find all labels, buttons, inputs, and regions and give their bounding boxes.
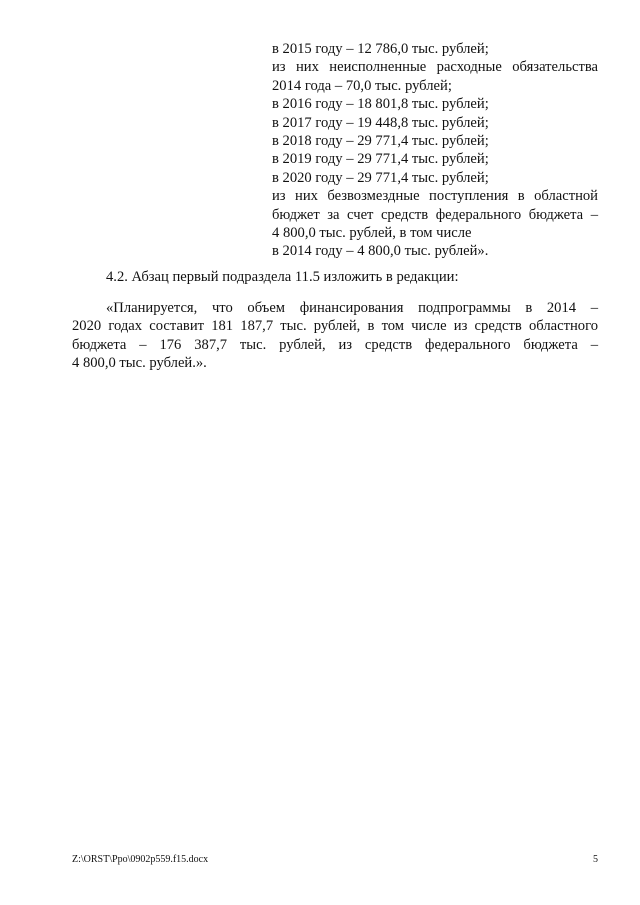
footer-file-path: Z:\ORST\Ppo\0902p559.f15.docx bbox=[72, 854, 209, 865]
funding-line-federal-2014: в 2014 году – 4 800,0 тыс. рублей». bbox=[272, 243, 489, 260]
funding-line-2019: в 2019 году – 29 771,4 тыс. рублей; bbox=[272, 151, 489, 168]
funding-line-2015: в 2015 году – 12 786,0 тыс. рублей; bbox=[272, 41, 489, 57]
funding-line-federal-budget: бюджет за счет средств федерального бюджета – bbox=[272, 206, 598, 223]
paragraph-line-3: бюджета – 176 387,7 тыс. рублей, из средств федерального бюджета – bbox=[72, 336, 598, 353]
section-4-2-paragraph bbox=[72, 299, 598, 373]
footer-page-number: 5 bbox=[593, 854, 598, 865]
funding-by-year-block bbox=[272, 40, 598, 261]
funding-line-unfulfilled-2014: 2014 года – 70,0 тыс. рублей; bbox=[272, 77, 452, 94]
funding-line-federal-total: 4 800,0 тыс. рублей, в том числе bbox=[272, 225, 472, 242]
funding-line-2016: в 2016 году – 18 801,8 тыс. рублей; bbox=[272, 96, 489, 113]
section-4-2-heading: 4.2. Абзац первый подраздела 11.5 изложить в редакции: bbox=[106, 269, 459, 285]
funding-line-unfulfilled: из них неисполненные расходные обязательства bbox=[272, 59, 598, 76]
funding-line-2020: в 2020 году – 29 771,4 тыс. рублей; bbox=[272, 169, 489, 186]
funding-line-2018: в 2018 году – 29 771,4 тыс. рублей; bbox=[272, 133, 489, 150]
funding-line-gratuitous-receipts: из них безвозмездные поступления в областной bbox=[272, 188, 598, 205]
paragraph-line-1: «Планируется, что объем финансирования подпрограммы в 2014 – bbox=[106, 300, 598, 316]
paragraph-line-2: 2020 годах составит 181 187,7 тыс. рублей, в том числе из средств областного bbox=[72, 318, 598, 335]
funding-line-2017: в 2017 году – 19 448,8 тыс. рублей; bbox=[272, 114, 489, 131]
paragraph-line-4: 4 800,0 тыс. рублей.». bbox=[72, 355, 207, 372]
